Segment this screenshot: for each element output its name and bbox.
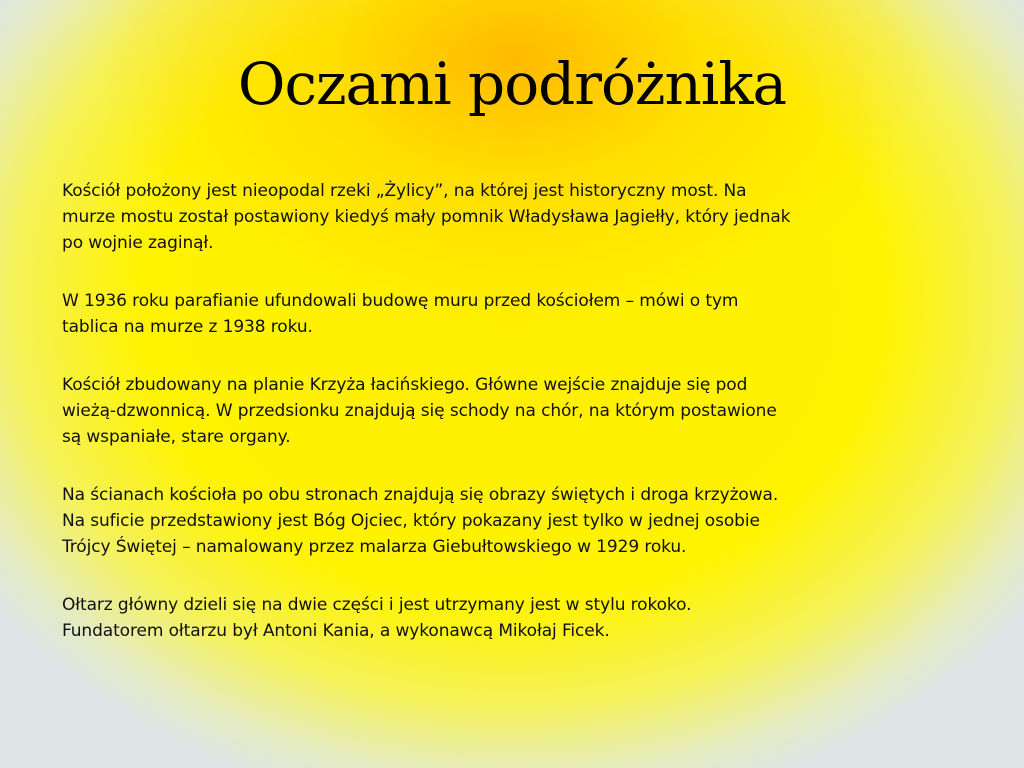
text-line: Fundatorem ołtarzu był Antoni Kania, a wykonawcą Mikołaj Ficek. bbox=[62, 621, 610, 641]
text-line: Na suficie przedstawiony jest Bóg Ojciec, który pokazany jest tylko w jednej osobie bbox=[62, 511, 760, 531]
paragraph-wall bbox=[62, 288, 962, 340]
text-line: murze mostu został postawiony kiedyś mały pomnik Władysława Jagiełły, który jednak bbox=[62, 207, 791, 227]
paragraph-plan bbox=[62, 372, 962, 450]
text-line: W 1936 roku parafianie ufundowali budowę muru przed kościołem – mówi o tym bbox=[62, 291, 739, 311]
paragraph-paintings bbox=[62, 482, 962, 560]
paragraph-bridge bbox=[62, 178, 962, 256]
text-line: Kościół zbudowany na planie Krzyża łacińskiego. Główne wejście znajduje się pod bbox=[62, 375, 748, 395]
text-line: tablica na murze z 1938 roku. bbox=[62, 317, 313, 337]
text-line: Kościół położony jest nieopodal rzeki „Żylicy”, na której jest historyczny most. Na bbox=[62, 181, 747, 201]
text-line: Na ścianach kościoła po obu stronach znajdują się obrazy świętych i droga krzyżowa. bbox=[62, 485, 779, 505]
text-line: Trójcy Świętej – namalowany przez malarza Giebułtowskiego w 1929 roku. bbox=[62, 537, 687, 557]
text-line: po wojnie zaginął. bbox=[62, 233, 214, 253]
slide-title: Oczami podróżnika bbox=[237, 50, 787, 118]
text-line: Ołtarz główny dzieli się na dwie części i jest utrzymany jest w stylu rokoko. bbox=[62, 595, 692, 615]
slide-body bbox=[62, 178, 962, 676]
text-line: wieżą-dzwonnicą. W przedsionku znajdują się schody na chór, na którym postawione bbox=[62, 401, 777, 421]
paragraph-altar bbox=[62, 592, 962, 644]
text-line: są wspaniałe, stare organy. bbox=[62, 427, 291, 447]
